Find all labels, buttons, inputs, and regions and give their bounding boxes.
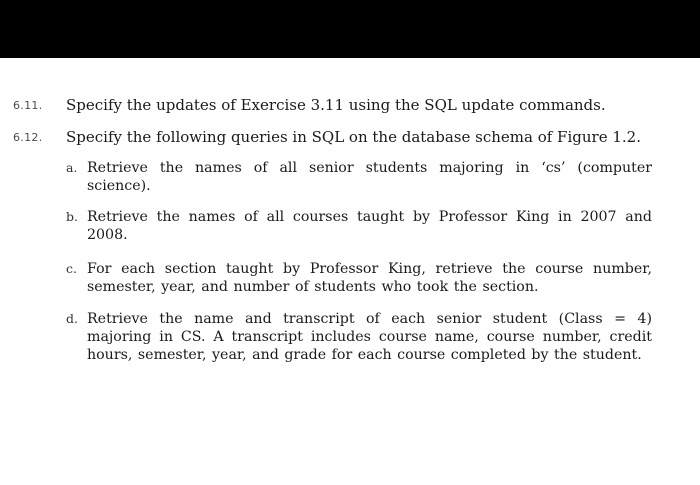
subitem-d (66, 310, 666, 382)
black-top-band (0, 0, 700, 58)
subitem-label: d. (66, 311, 78, 326)
subitem-label: a. (66, 160, 78, 175)
textbook-page (0, 58, 700, 485)
subitem-text: For each section taught by Professor King, retrieve the course number, semester, year, and number of students who took the section. (87, 261, 652, 295)
subitem-a (66, 159, 666, 195)
exercise-text: Specify the updates of Exercise 3.11 using the SQL update commands. (66, 96, 606, 114)
subitem-text: Retrieve the names of all courses taught by Professor King in 2007 and 2008. (87, 209, 652, 243)
subitem-text: Retrieve the name and transcript of each senior student (Class = 4) majoring in CS. A transcript includes course name, course number, credit hours, semester, year, and grade for each course completed by the student. (87, 311, 652, 363)
exercise-number: 6.12. (13, 131, 43, 144)
subitem-label: b. (66, 209, 78, 224)
exercise-6-12 (13, 128, 673, 146)
subitem-b (66, 208, 666, 244)
subitem-label: c. (66, 261, 77, 276)
subitem-text: Retrieve the names of all senior students majoring in ‘cs’ (computer science). (87, 160, 652, 194)
exercise-6-11 (13, 96, 673, 114)
exercise-text: Specify the following queries in SQL on the database schema of Figure 1.2. (66, 128, 641, 146)
subitem-c (66, 260, 666, 296)
exercise-number: 6.11. (13, 99, 43, 112)
